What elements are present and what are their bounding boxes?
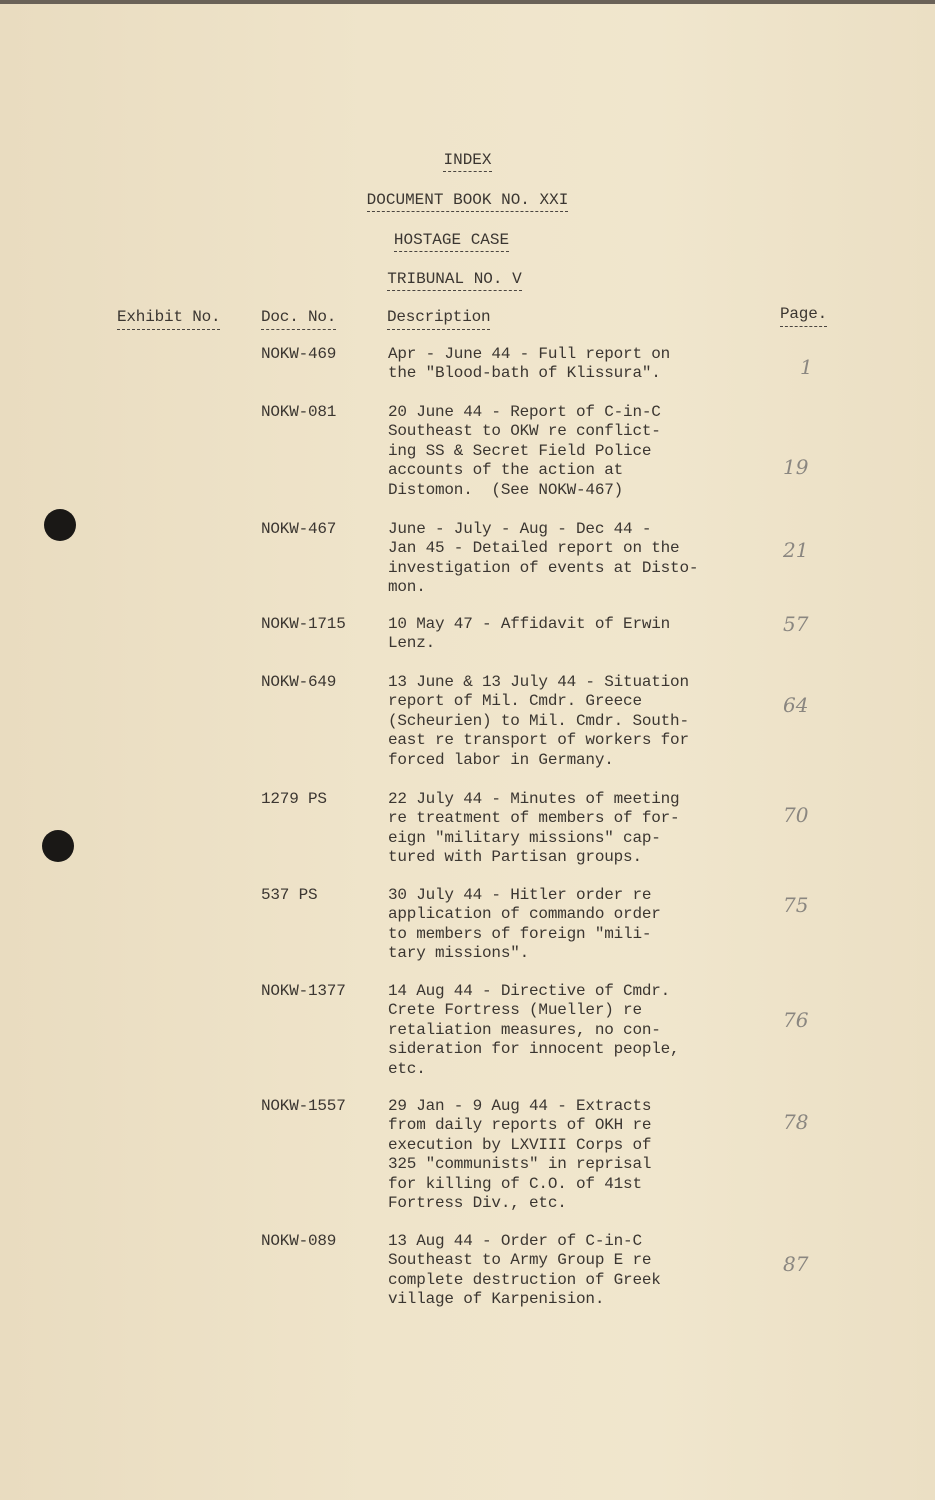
page-number: 76 xyxy=(783,1008,809,1032)
punch-hole xyxy=(44,509,76,541)
book-number-text: DOCUMENT BOOK NO. XXI xyxy=(367,191,569,212)
page-number: 57 xyxy=(783,612,809,636)
description: 29 Jan - 9 Aug 44 - Extracts from daily reports of OKH re execution by LXVIII Corps of 325 "communists" in reprisal for killing of C.O. of 41st Fortress Div., etc. xyxy=(388,1097,652,1213)
description: 14 Aug 44 - Directive of Cmdr. Crete Fortress (Mueller) re retaliation measures, no con- sideration for innocent people, etc. xyxy=(388,982,680,1078)
col-page: Page. xyxy=(780,305,827,327)
doc-number: NOKW-469 xyxy=(261,345,337,363)
description: 13 June & 13 July 44 - Situation report of Mil. Cmdr. Greece (Scheurien) to Mil. Cmdr. South- east re transport of workers for forced labor in Germany. xyxy=(388,673,689,769)
page-number: 75 xyxy=(783,893,809,917)
col-description: Description xyxy=(387,308,490,330)
description: 22 July 44 - Minutes of meeting re treatment of members of for- eign "military missions" cap- tured with Partisan groups. xyxy=(388,790,680,867)
doc-number: NOKW-1715 xyxy=(261,615,346,633)
col-doc: Doc. No. xyxy=(261,308,336,330)
page-number: 70 xyxy=(783,803,809,827)
tribunal xyxy=(0,270,922,288)
description: Apr - June 44 - Full report on the "Blood-bath of Klissura". xyxy=(388,345,671,383)
description: June - July - Aug - Dec 44 - Jan 45 - Detailed report on the investigation of events at Disto- mon. xyxy=(388,520,699,597)
doc-number: NOKW-081 xyxy=(261,403,337,421)
doc-number: NOKW-649 xyxy=(261,673,337,691)
page-number: 1 xyxy=(800,355,813,379)
doc-number: NOKW-1377 xyxy=(261,982,346,1000)
col-exhibit: Exhibit No. xyxy=(117,308,220,330)
description: 20 June 44 - Report of C-in-C Southeast to OKW re conflict- ing SS & Secret Field Police accounts of the action at Distomon. (See NOKW-467) xyxy=(388,403,661,499)
case-name-text: HOSTAGE CASE xyxy=(394,231,509,252)
page-number: 64 xyxy=(783,693,809,717)
page-number: 19 xyxy=(783,455,809,479)
description: 13 Aug 44 - Order of C-in-C Southeast to Army Group E re complete destruction of Greek village of Karpenision. xyxy=(388,1232,661,1309)
book-number xyxy=(0,191,935,209)
page-edge xyxy=(0,0,935,4)
doc-number: NOKW-1557 xyxy=(261,1097,346,1115)
index-title xyxy=(0,151,935,169)
doc-number: NOKW-467 xyxy=(261,520,337,538)
page-number: 78 xyxy=(783,1110,809,1134)
index-title-text: INDEX xyxy=(443,151,491,172)
doc-number: NOKW-089 xyxy=(261,1232,337,1250)
tribunal-text: TRIBUNAL NO. V xyxy=(387,270,521,291)
doc-number: 537 PS xyxy=(261,886,318,904)
page-number: 87 xyxy=(783,1252,809,1276)
description: 10 May 47 - Affidavit of Erwin Lenz. xyxy=(388,615,671,653)
description: 30 July 44 - Hitler order re application of commando order to members of foreign "mili- tary missions". xyxy=(388,886,661,963)
punch-hole xyxy=(42,830,74,862)
doc-number: 1279 PS xyxy=(261,790,327,808)
case-name xyxy=(0,231,919,249)
page-number: 21 xyxy=(783,538,809,562)
